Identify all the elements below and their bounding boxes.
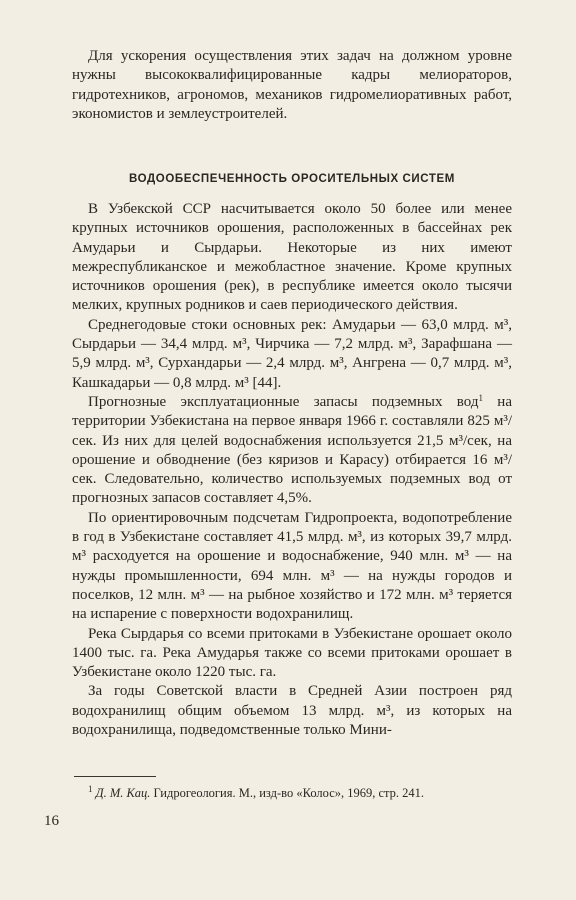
paragraph-4: По ориентировочным подсчетам Гидропроекта, водопотребление в год в Узбекистане составляет 41,5 млрд. м³, из которых 39,7 млрд. м³ расходуется на орошение и водоснабжение, 940 млн. м³ — на нужды промышленности, 694 млн. м³ — на нужды городов и поселков, 12 млн. м³ — на рыбное хозяйство и 172 млн. м³ теряется на испарение с поверхности водохранилищ. xyxy=(72,509,512,623)
footnote-reference: 1 xyxy=(478,392,483,403)
paragraph-3-start: Прогнозные эксплуатационные запасы подземных вод xyxy=(88,393,479,410)
paragraph-2: Среднегодовые стоки основных рек: Амударьи — 63,0 млрд. м³, Сырдарьи — 34,4 млрд. м³, Чирчика — 7,2 млрд. м³, Зарафшана — 5,9 млрд. м³, Сурхандарьи — 2,4 млрд. м³, Ангрена — 0,7 млрд. м³, Кашкадарьи — 0,8 млрд. м³ [44]. xyxy=(72,316,512,391)
intro-paragraph xyxy=(72,47,512,124)
footnote-text: Гидрогеология. М., изд-во «Колос», 1969, стр. 241. xyxy=(153,786,425,800)
intro-text: Для ускорения осуществления этих задач на должном уровне нужны высококвалифицированные кадры мелиораторов, гидротехников, агрономов, механиков гидромелиоративных работ, экономистов и землеустроителей. xyxy=(72,48,512,122)
footnote xyxy=(88,785,518,801)
section-body xyxy=(72,200,512,740)
paragraph-3 xyxy=(72,393,512,509)
paragraph-1: В Узбекской ССР насчитывается около 50 более или менее крупных источников орошения, расположенных в бассейнах рек Амударьи и Сырдарьи. Некоторые из них имеют межреспубликанское и межобластное значение. Кроме крупных источников орошения (рек), в республике имеется около тысячи мелких, крупных родников и саев периодического действия. xyxy=(72,201,512,314)
footnote-mark: 1 xyxy=(88,784,93,794)
paragraph-3-end: на территории Узбекистана на первое января 1966 г. составляли 825 м³/сек. Из них для целей водоснабжения используется 21,5 м³/сек, на орошение и обводнение (без кяризов и Карасу) отбирается 16 м³/сек. Следовательно, количество используемых подземных вод от прогнозных запасов составляет 4,5%. xyxy=(72,393,512,507)
paragraph-5: Река Сырдарья со всеми притоками в Узбекистане орошает около 1400 тыс. га. Река Амударья также со всеми притоками орошает в Узбекистане около 1220 тыс. га. xyxy=(72,625,512,681)
footnote-author: Д. М. Кац. xyxy=(95,786,151,800)
paragraph-6: За годы Советской власти в Средней Азии построен ряд водохранилищ общим объемом 13 млрд. м³, из которых на водохранилища, подведомственные только Мини- xyxy=(72,683,512,739)
footnote-divider xyxy=(74,776,156,777)
page-number: 16 xyxy=(44,813,59,829)
section-heading: ВОДООБЕСПЕЧЕННОСТЬ ОРОСИТЕЛЬНЫХ СИСТЕМ xyxy=(129,173,455,185)
